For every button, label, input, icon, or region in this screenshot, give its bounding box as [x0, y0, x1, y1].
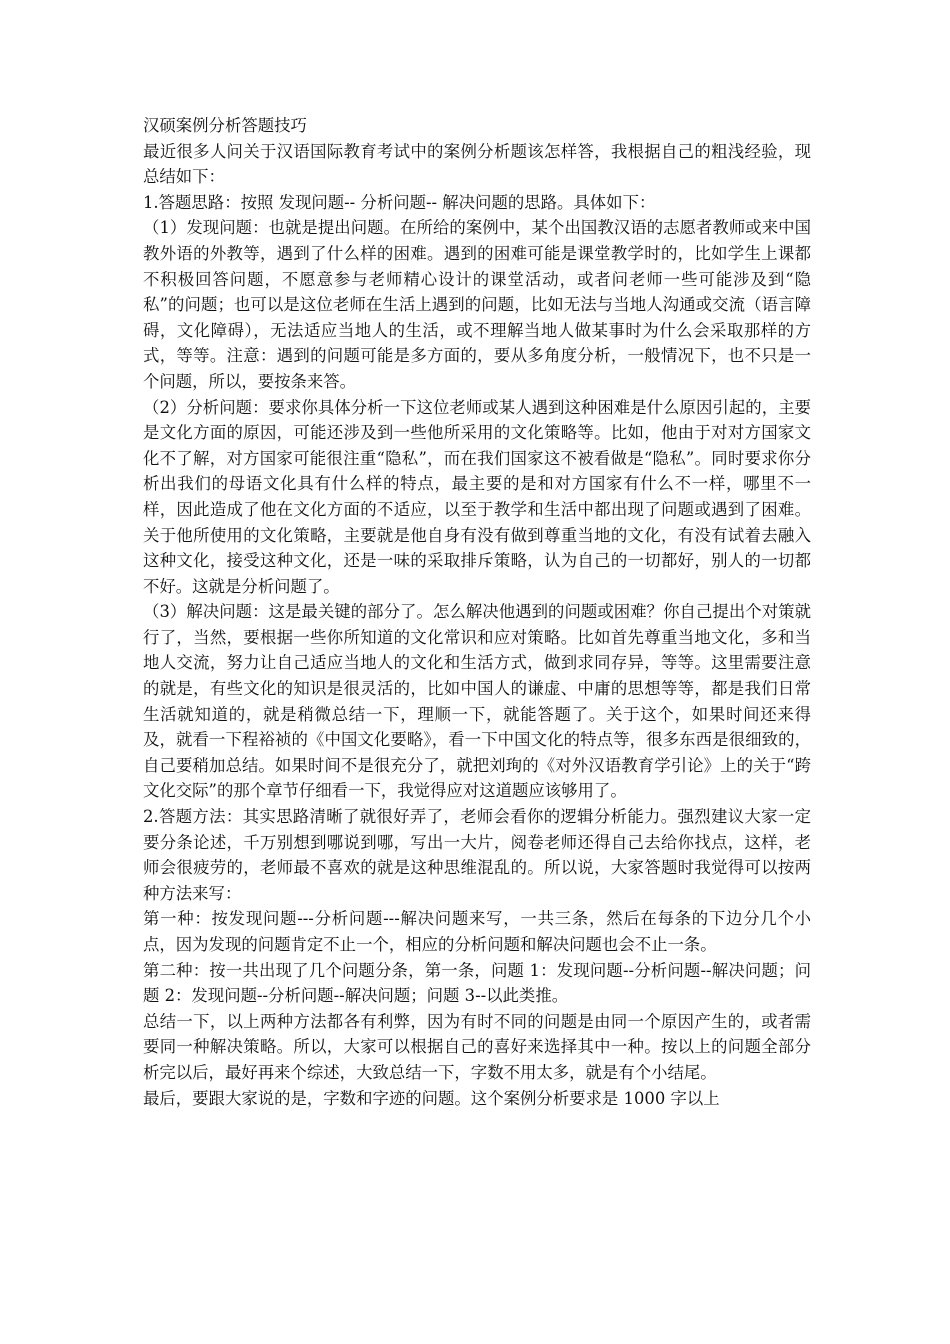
solve-problem-paragraph: （3）解决问题：这是最关键的部分了。怎么解决他遇到的问题或困难？你自己提出个对策就行了，当然，要根据一些你所知道的文化常识和应对策略。比如首先尊重当地文化，多和当地人交流，努力让自己适应当地人的文化和生活方式，做到求同存异，等等。这里需要注意的就是，有些文化的知识是很灵活的，比如中国人的谦虚、中庸的思想等等，都是我们日常生活就知道的，就是稍微总结一下，理顺一下，就能答题了。关于这个，如果时间还来得及，就看一下程裕祯的《中国文化要略》，看一下中国文化的特点等，很多东西是很细致的，自己要稍加总结。如果时间不是很充分了，就把刘珣的《对外汉语教育学引论》上的关于“跨文化交际”的那个章节仔细看一下，我觉得应对这道题应该够用了。: [143, 602, 811, 801]
method-one-paragraph: 第一种：按发现问题---分析问题---解决问题来写，一共三条，然后在每条的下边分几个小点，因为发现的问题肯定不止一个，相应的分析问题和解决问题也会不止一条。: [143, 909, 811, 954]
document-page: [143, 113, 811, 1111]
find-problem-paragraph: （1）发现问题：也就是提出问题。在所给的案例中，某个出国教汉语的志愿者教师或来中国教外语的外教等，遇到了什么样的困难。遇到的困难可能是课堂教学时的，比如学生上课都不积极回答问题，不愿意参与老师精心设计的课堂活动，或者问老师一些可能涉及到“隐私”的问题；也可以是这位老师在生活上遇到的问题，比如无法与当地人沟通或交流（语言障碍，文化障碍），无法适应当地人的生活，或不理解当地人做某事时为什么会采取那样的方式，等等。注意：遇到的问题可能是多方面的，要从多角度分析，一般情况下，也不只是一个问题，所以，要按条来答。: [143, 218, 811, 391]
answer-method-paragraph: 2.答题方法：其实思路清晰了就很好弄了，老师会看你的逻辑分析能力。强烈建议大家一定要分条论述，千万别想到哪说到哪，写出一大片，阅卷老师还得自己去给你找点，这样，老师会很疲劳的，老师最不喜欢的就是这种思维混乱的。所以说，大家答题时我觉得可以按两种方法来写：: [143, 807, 811, 903]
method-two-paragraph: 第二种：按一共出现了几个问题分条，第一条，问题 1：发现问题--分析问题--解决问题；问题 2：发现问题--分析问题--解决问题；问题 3--以此类推。: [143, 960, 811, 1006]
intro-paragraph: 最近很多人问关于汉语国际教育考试中的案例分析题该怎样答，我根据自己的粗浅经验，现总结如下：: [143, 141, 811, 187]
final-paragraph: 最后，要跟大家说的是，字数和字迹的问题。这个案例分析要求是 1000 字以上: [143, 1088, 720, 1108]
answer-approach-heading: 1.答题思路：按照 发现问题-- 分析问题-- 解决问题的思路。具体如下：: [143, 192, 656, 212]
document-title: 汉硕案例分析答题技巧: [143, 116, 307, 135]
analyze-problem-paragraph: （2）分析问题：要求你具体分析一下这位老师或某人遇到这种困难是什么原因引起的，主要是文化方面的原因，可能还涉及到一些他所采用的文化策略等。比如，他由于对对方国家文化不了解，对方国家可能很注重“隐私”，而在我们国家这不被看做是“隐私”。同时要求你分析出我们的母语文化具有什么样的特点，最主要的是和对方国家有什么不一样，哪里不一样，因此造成了他在文化方面的不适应，以至于教学和生活中都出现了问题或遇到了困难。关于他所使用的文化策略，主要就是他自身有没有做到尊重当地的文化，有没有试着去融入这种文化，接受这种文化，还是一味的采取排斥策略，认为自己的一切都好，别人的一切都不好。这就是分析问题了。: [143, 397, 811, 596]
summary-paragraph: 总结一下，以上两种方法都各有利弊，因为有时不同的问题是由同一个原因产生的，或者需要同一种解决策略。所以，大家可以根据自己的喜好来选择其中一种。按以上的问题全部分析完以后，最好再来个综述，大致总结一下，字数不用太多，就是有个小结尾。: [143, 1011, 811, 1082]
